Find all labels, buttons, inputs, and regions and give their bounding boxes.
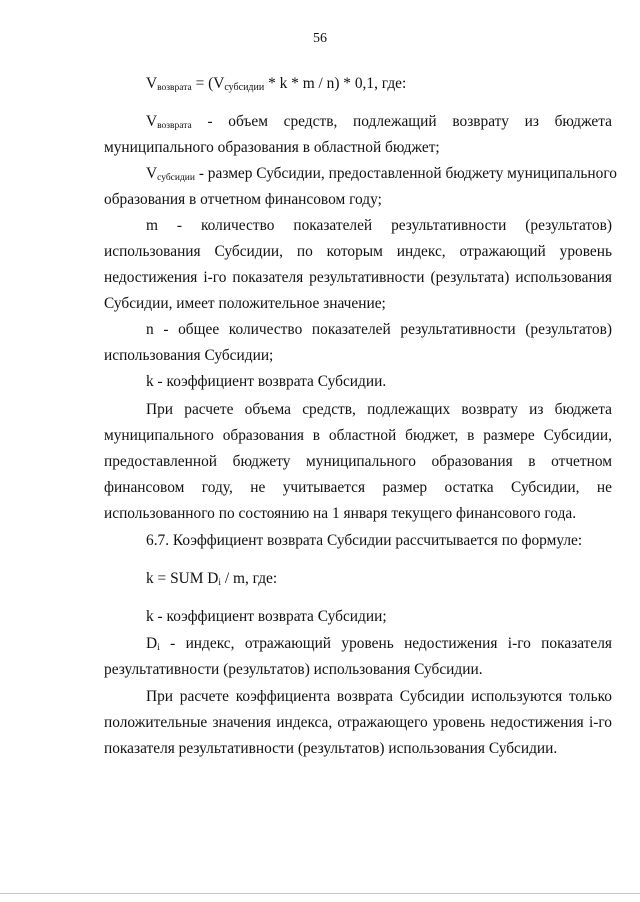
paragraph-calc-line2: муниципального образования в областной бюджет, в размере Субсидии, <box>104 427 612 444</box>
formula-subscript: i <box>218 578 222 588</box>
formula-text: = (V <box>191 75 225 92</box>
paragraph-calc-line3: предоставленной бюджету муниципального образования в отчетном <box>104 453 612 470</box>
definition-text: - объем средств, подлежащий возврату из бюджета <box>191 113 612 130</box>
symbol: D <box>146 635 158 652</box>
definition-d-line2: результативности (результатов) использования Субсидии. <box>104 661 483 678</box>
definition-text: - индекс, отражающий уровень недостижения i-го показателя <box>159 635 612 652</box>
definition-k: k - коэффициент возврата Субсидии. <box>146 373 387 390</box>
subscript: i <box>157 643 160 653</box>
symbol: V <box>146 113 158 130</box>
formula-symbol: V <box>146 75 158 92</box>
definition-n-line1: n - общее количество показателей результативности (результатов) <box>146 321 612 338</box>
page-number: 56 <box>313 31 327 46</box>
definition-text: - размер Субсидии, предоставленной бюджету муниципального <box>194 165 617 182</box>
formula-subscript: возврата <box>157 83 192 93</box>
definition-m-line2: использования Субсидии, по которым индекс, отражающий уровень <box>104 243 612 260</box>
section-6-7: 6.7. Коэффициент возврата Субсидии рассчитывается по формуле: <box>146 532 583 549</box>
formula-text: / m, где: <box>221 570 278 587</box>
symbol: V <box>146 165 158 182</box>
paragraph-calc-line5: использованного по состоянию на 1 января текущего финансового года. <box>104 505 577 522</box>
paragraph-calc-line4: финансовом году, не учитывается размер остатка Субсидии, не <box>104 479 612 496</box>
paragraph-final-line2: положительные значения индекса, отражающего уровень недостижения i-го <box>104 714 612 731</box>
definition-v-return-line2: муниципального образования в областной бюджет; <box>104 139 440 156</box>
definition-m-line1: m - количество показателей результативности (результатов) <box>146 217 612 234</box>
formula-coefficient <box>146 566 612 596</box>
formula-text: * k * m / n) * 0,1, где: <box>264 75 407 92</box>
paragraph-calc-line1: При расчете объема средств, подлежащих возврату из бюджета <box>146 401 612 418</box>
definition-n-line2: использования Субсидии; <box>104 347 274 364</box>
formula-subscript: субсидии <box>224 82 265 93</box>
definition-m-line4: Субсидии, имеет положительное значение; <box>104 295 386 312</box>
formula-text: k = SUM D <box>146 570 219 587</box>
page-bottom-edge <box>0 893 640 894</box>
definition-k-2: k - коэффициент возврата Субсидии; <box>146 608 387 625</box>
paragraph-final-line3: показателя результативности (результатов) использования Субсидии. <box>104 740 558 757</box>
paragraph-final-line1: При расчете коэффициента возврата Субсидии используются только <box>146 688 612 705</box>
subscript: субсидии <box>157 173 195 183</box>
definition-m-line3: недостижения i-го показателя результативности (результата) использования <box>104 269 612 286</box>
definition-v-subsidy-line2: образования в отчетном финансовом году; <box>104 191 382 208</box>
formula-return-volume <box>146 71 612 101</box>
subscript: возврата <box>157 121 192 131</box>
